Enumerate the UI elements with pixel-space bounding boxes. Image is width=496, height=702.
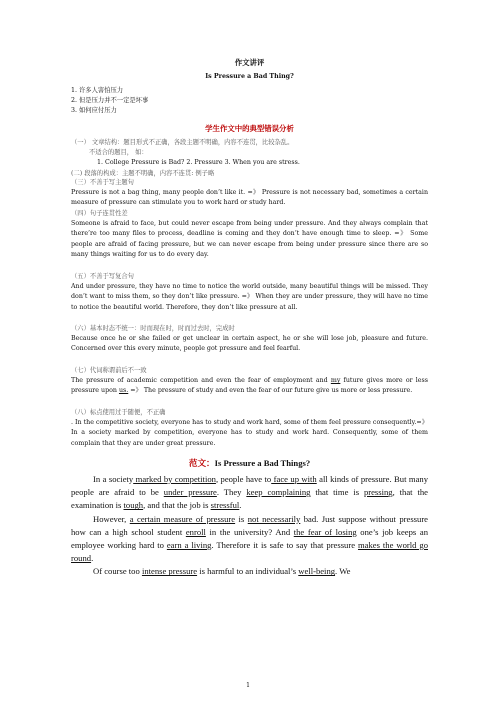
underlined-phrase: pressing [363,487,393,498]
underlined-phrase: stressful [210,500,240,511]
underlined-phrase: intense pressure [141,566,198,577]
text-run: However, [93,513,130,524]
section-paragraph: The pressure of academic competition and even the fear of employment and my future gives more or less pressure upon us. =》 The pressure of study and even the fear of our future give us more or less pressure. [71,377,429,395]
text-run: , people have to [215,474,272,484]
text-run: bad. Just suppose without pressure how can a high school student [71,513,428,537]
outline-item: 1. 许多人害怕压力 [71,87,124,94]
section-pronoun [71,366,428,397]
page-title-en: Is Pressure a Bad Thing? [205,73,294,80]
model-paragraph-1 [71,473,428,513]
title-examples: 1. College Pressure is Bad? 2. Pressure 3. When you are stress. [97,159,300,167]
model-paragraph-2 [71,513,428,566]
underlined-phrase: enroll [185,526,206,537]
section-heading: （一） 文章结构：题目形式不正确，各段主题不明确，内容不连贯，比较杂乱。 [71,139,294,146]
section-paragraph: And under pressure, they have no time to notice the world outside, many beautiful things will be missed. They don’t want to miss them, so they don’t like pressure. =》 When they are under pressure, they will have no time to notice the beautiful world. Therefore, they don’t like pressure at all. [71,283,428,311]
underlined-phrase: tough [123,500,144,511]
model-essay-title: 范文：Is Pressure a Bad Things? [188,458,311,468]
text-run: , and that the job is [143,500,211,511]
section-paragraph: Pressure is not a bag thing, many people don’t like it. =》 Pressure is not necessary bad, sometimes a certain measure of pressure can stimulate you to work hard or study hard. [71,189,428,207]
model-paragraph-3 [71,565,428,578]
underlined-phrase: a certain measure of pressure [129,513,236,524]
text-run: is [235,513,248,524]
section-heading: （五）不善于写复合句 [71,273,134,280]
section-compound-sentence [71,272,428,313]
section-subheading: 不适合的题目， 如： [89,149,148,157]
text-run: . Therefore it is safe to say that pressure [211,540,358,551]
text-run: . They [216,487,247,498]
section-tense [71,324,428,355]
text-run: . We [335,566,351,577]
text-run: is harmful to an individual’s [197,566,299,577]
underlined-phrase: the fear of losing [293,526,357,537]
section-coherence [71,209,428,260]
underlined-phrase: makes the world go round [71,540,428,564]
text-run: , that the examination is [71,487,428,511]
text-run: that time is [310,487,364,498]
underlined-phrase: well-being [298,566,336,577]
underlined-phrase: face up with [271,474,317,484]
section-heading: （三）不善于写主题句 [71,179,134,186]
text-run: . [91,553,94,564]
section-heading: (二) 段落的构成：主题不明确，内容不连贯: 例子略 [71,169,215,177]
underlined-phrase: keep complaining [246,487,311,498]
underlined-phrase: earn a living [166,540,212,551]
section-paragraph: . In the competitive society, everyone has to study and work hard, some of them feel pressure consequently.=》 In a society marked by competition, everyone has to study and work hard. Consequently, some of them complain that they are under great pressure. [71,419,428,447]
section-topic-sentence [71,178,428,209]
page-number: 1 [246,682,250,689]
section-heading: （七）代词称谓前后不一致 [71,367,147,374]
outline-item: 3. 如何应付压力 [71,107,117,115]
underlined-phrase: not necessarily [247,513,301,524]
text-run: . [239,500,242,511]
underlined-phrase: marked by competition [133,474,216,484]
section-structure [71,138,428,179]
section-punctuation [71,408,428,449]
section-heading: （四）句子连贯性差 [71,210,128,217]
section-heading: （六）基本时态不统一：时而现在时，时而过去时，完成时 [71,325,235,332]
text-run: In a society [93,474,134,484]
page-title-cn: 作文讲评 [234,58,265,67]
text-run: in the university? And [205,526,294,537]
section-paragraph: Someone is afraid to face, but could never escape from being under pressure. And they always complain that there’re too many files to process, deadline is coming and they don’t have enough time to sleep. =》 Some people are afraid of facing pressure, but we can never escape from being under pressure since there are so many things waiting for us to do every day. [71,220,428,258]
text-run: all kinds of pressure. But many people are afraid to be [71,474,429,498]
model-essay-body [71,473,428,579]
section-paragraph: Because once he or she failed or get unclear in certain aspect, he or she will lose job, pleasure and future. Concerned over this every minute, people got pressure and feel fearful. [71,335,428,353]
outline-list [71,86,428,117]
text-run: one’s job keeps an employee working hard to [71,526,428,551]
analysis-heading: 学生作文中的典型错误分析 [205,124,294,133]
underlined-phrase: under pressure [163,487,217,498]
outline-item: 2. 但是压力并不一定是坏事 [71,97,149,105]
section-heading: （八）标点使用过于随便，不正确 [71,409,166,416]
text-run: Of course too [93,566,142,577]
